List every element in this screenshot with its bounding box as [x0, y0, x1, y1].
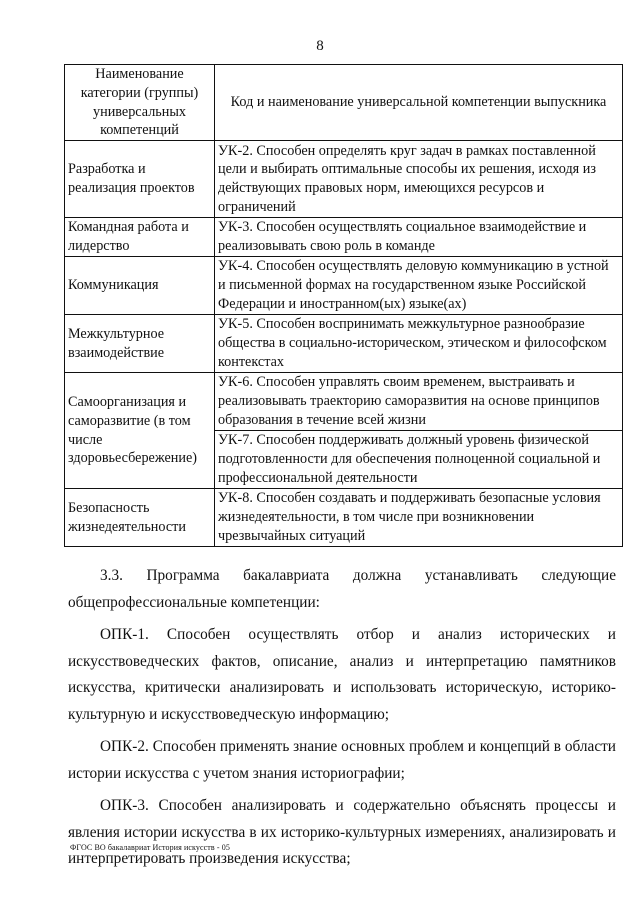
competency-cell: УК-7. Способен поддерживать должный уровень физической подготовленности для обеспечения полноценной социальной и профессиональной деятельности [215, 431, 623, 489]
paragraph-opk-1: ОПК-1. Способен осуществлять отбор и анализ исторических и искусствоведческих фактов, описание, анализ и интерпретацию памятников искусства, критически анализировать и использовать историческую, историко-культурную и искусствоведческую информацию; [68, 626, 616, 723]
header-category: Наименование категории (группы) универсальных компетенций [65, 65, 215, 141]
category-cell: Командная работа и лидерство [65, 218, 215, 257]
competency-cell: УК-3. Способен осуществлять социальное взаимодействие и реализовывать свою роль в команде [215, 218, 623, 257]
competency-cell: УК-4. Способен осуществлять деловую коммуникацию в устной и письменной формах на государственном языке Российской Федерации и иностранном(ых) языке(ах) [215, 257, 623, 315]
header-competency: Код и наименование универсальной компетенции выпускника [215, 65, 623, 141]
category-cell: Самоорганизация и саморазвитие (в том числе здоровьесбережение) [65, 373, 215, 489]
competency-cell: УК-6. Способен управлять своим временем, выстраивать и реализовывать траекторию саморазвития на основе принципов образования в течение всей жизни [215, 373, 623, 431]
table-header-row [65, 65, 623, 141]
document-footer: ФГОС ВО бакалавриат История искусств - 05 [70, 843, 230, 852]
paragraph-opk-3: ОПК-3. Способен анализировать и содержательно объяснять процессы и явления истории искусства в их историко-культурных измерениях, анализировать и интерпретировать произведения искусства; [68, 797, 616, 867]
category-cell: Разработка и реализация проектов [65, 141, 215, 218]
body-text [68, 563, 616, 873]
table-row [65, 218, 623, 257]
category-cell: Безопасность жизнедеятельности [65, 489, 215, 547]
paragraph-section-3-3: 3.3. Программа бакалавриата должна устанавливать следующие общепрофессиональные компетенции: [68, 567, 616, 611]
page-number: 8 [316, 38, 324, 54]
table-row [65, 141, 623, 218]
table-row [65, 315, 623, 373]
competency-cell: УК-5. Способен воспринимать межкультурное разнообразие общества в социально-историческом, этическом и философском контекстах [215, 315, 623, 373]
competency-cell: УК-8. Способен создавать и поддерживать безопасные условия жизнедеятельности, в том числе при возникновении чрезвычайных ситуаций [215, 489, 623, 547]
paragraph-opk-2: ОПК-2. Способен применять знание основных проблем и концепций в области истории искусства с учетом знания историографии; [68, 738, 616, 782]
table-row [65, 257, 623, 315]
universal-competencies-table [64, 64, 623, 547]
category-cell: Межкультурное взаимодействие [65, 315, 215, 373]
category-cell: Коммуникация [65, 257, 215, 315]
table-row [65, 489, 623, 547]
competency-cell: УК-2. Способен определять круг задач в рамках поставленной цели и выбирать оптимальные способы их решения, исходя из действующих правовых норм, имеющихся ресурсов и ограничений [215, 141, 623, 218]
table-row [65, 373, 623, 431]
